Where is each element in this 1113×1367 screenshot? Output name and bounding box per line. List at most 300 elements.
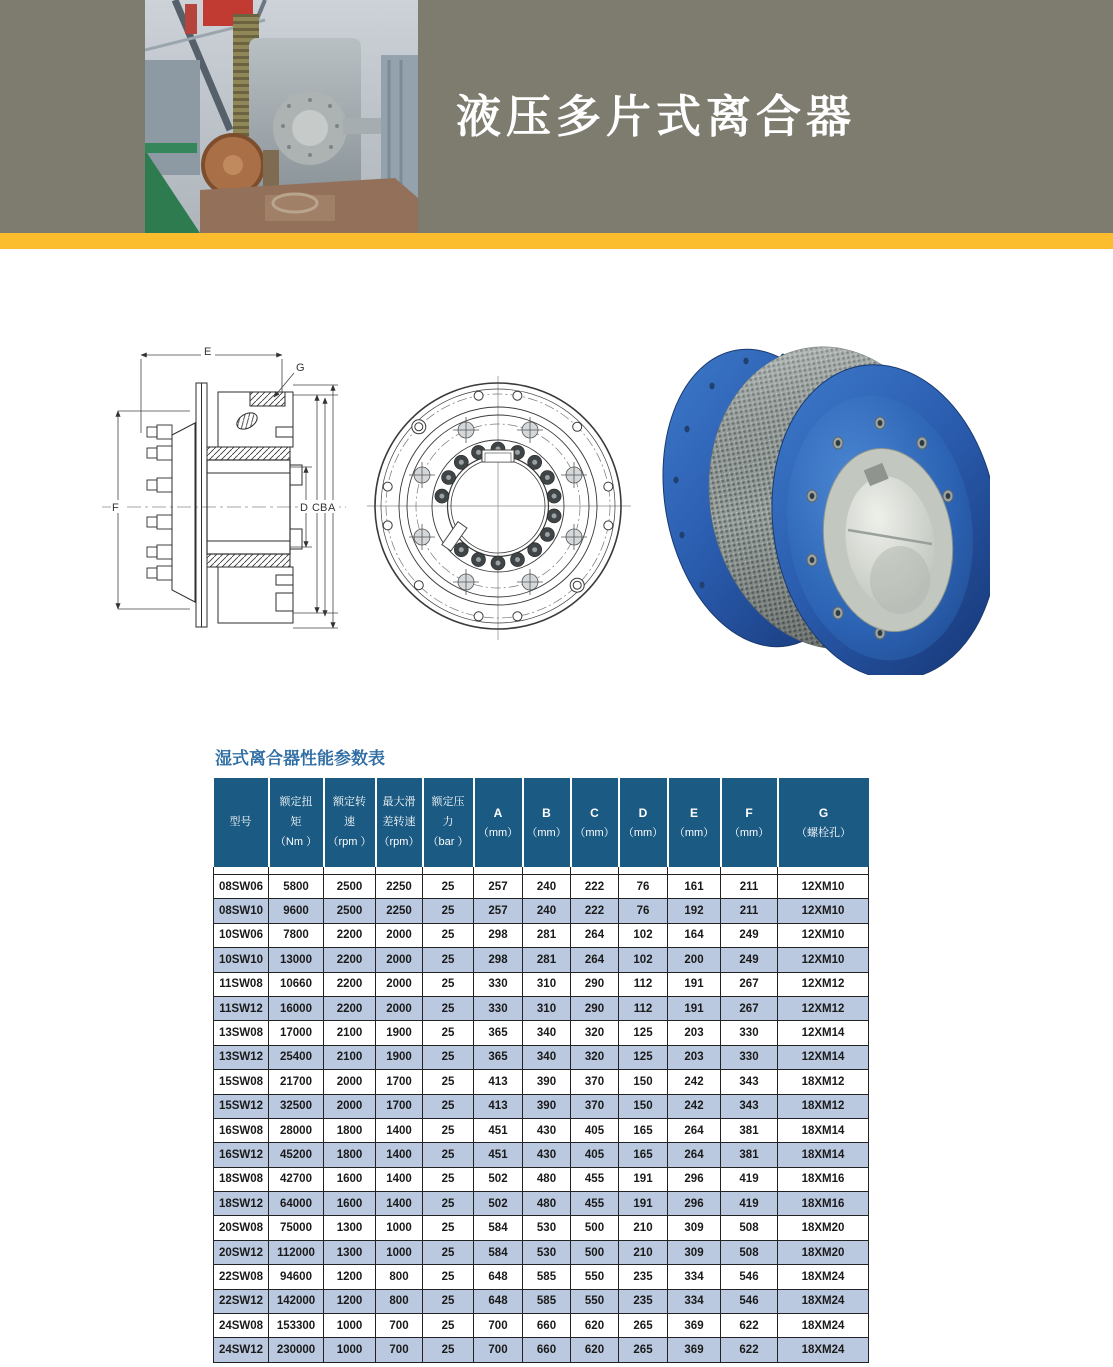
table-cell: 1400 (376, 1143, 423, 1167)
table-cell: 76 (619, 875, 668, 899)
table-cell: 622 (721, 1314, 778, 1338)
table-cell: 800 (376, 1289, 423, 1313)
table-cell: 18XM14 (778, 1118, 869, 1142)
table-row (214, 899, 869, 923)
table-cell: 76 (619, 899, 668, 923)
table-cell: 2200 (324, 996, 376, 1020)
table-cell: 125 (619, 1021, 668, 1045)
table-cell: 546 (721, 1265, 778, 1289)
table-cell: 1600 (324, 1167, 376, 1191)
header-line: （mm） (526, 826, 567, 839)
table-cell: 12XM14 (778, 1045, 869, 1069)
table-cell: 203 (668, 1021, 721, 1045)
table-cell: 242 (668, 1070, 721, 1094)
table-cell: 1700 (376, 1094, 423, 1118)
model-cell: 18SW12 (214, 1192, 269, 1216)
table-cell: 18XM16 (778, 1192, 869, 1216)
dim-label-f: F (112, 502, 119, 514)
table-cell: 330 (721, 1021, 778, 1045)
table-cell: 25 (423, 875, 474, 899)
table-cell: 419 (721, 1167, 778, 1191)
dim-label-d: D (300, 502, 308, 514)
table-cell: 112000 (269, 1240, 324, 1264)
table-cell: 267 (721, 972, 778, 996)
header-line: A (493, 805, 503, 820)
table-cell: 451 (474, 1143, 523, 1167)
model-cell: 15SW08 (214, 1070, 269, 1094)
table-cell: 200 (668, 948, 721, 972)
table-cell: 622 (721, 1338, 778, 1362)
spec-table-head (214, 778, 869, 867)
accent-stripe (0, 233, 1113, 249)
header-line: G (818, 805, 829, 820)
table-cell: 7800 (269, 923, 324, 947)
table-cell: 264 (571, 923, 619, 947)
table-cell: 240 (523, 875, 571, 899)
table-cell: 94600 (269, 1265, 324, 1289)
table-cell: 25 (423, 1070, 474, 1094)
header-line: 额定转 (333, 796, 366, 808)
table-cell: 320 (571, 1021, 619, 1045)
table-row (214, 1314, 869, 1338)
table-cell: 455 (571, 1167, 619, 1191)
table-row (214, 1143, 869, 1167)
table-row (214, 1338, 869, 1362)
header-cell (721, 778, 778, 867)
spec-table (213, 778, 869, 1363)
table-cell: 25 (423, 1265, 474, 1289)
header-line: C (590, 805, 599, 820)
table-cell: 25 (423, 996, 474, 1020)
table-cell: 25 (423, 1240, 474, 1264)
table-cell: 1700 (376, 1070, 423, 1094)
table-cell: 2000 (376, 972, 423, 996)
table-cell: 309 (668, 1240, 721, 1264)
header-cell (324, 778, 376, 867)
table-cell: 25400 (269, 1045, 324, 1069)
model-cell: 20SW08 (214, 1216, 269, 1240)
table-cell: 390 (523, 1070, 571, 1094)
table-cell: 25 (423, 1289, 474, 1313)
table-cell: 430 (523, 1118, 571, 1142)
dim-label-a: A (328, 502, 336, 514)
table-cell: 16000 (269, 996, 324, 1020)
table-cell: 142000 (269, 1289, 324, 1313)
table-cell: 330 (721, 1045, 778, 1069)
table-cell: 102 (619, 923, 668, 947)
model-cell: 24SW12 (214, 1338, 269, 1362)
table-cell: 369 (668, 1314, 721, 1338)
table-row (214, 875, 869, 899)
header-line: （螺栓孔） (796, 826, 851, 839)
table-cell: 480 (523, 1192, 571, 1216)
table-cell: 18XM24 (778, 1265, 869, 1289)
table-cell: 18XM16 (778, 1167, 869, 1191)
table-cell: 546 (721, 1289, 778, 1313)
table-cell: 5800 (269, 875, 324, 899)
table-cell: 25 (423, 1167, 474, 1191)
header-cell (523, 778, 571, 867)
header-cell (619, 778, 668, 867)
model-cell: 20SW12 (214, 1240, 269, 1264)
table-cell: 17000 (269, 1021, 324, 1045)
table-cell: 310 (523, 972, 571, 996)
header-line: 速 (344, 816, 355, 828)
table-cell: 150 (619, 1070, 668, 1094)
table-cell: 18XM24 (778, 1289, 869, 1313)
table-cell: 203 (668, 1045, 721, 1069)
table-cell: 1000 (324, 1338, 376, 1362)
table-cell: 340 (523, 1045, 571, 1069)
dim-label-g: G (296, 362, 305, 374)
table-cell: 585 (523, 1289, 571, 1313)
table-cell: 585 (523, 1265, 571, 1289)
table-cell: 12XM10 (778, 899, 869, 923)
table-cell: 1200 (324, 1289, 376, 1313)
section-view-drawing (100, 335, 350, 655)
table-cell: 502 (474, 1167, 523, 1191)
dim-label-b: B (320, 502, 328, 514)
table-cell: 235 (619, 1289, 668, 1313)
table-cell: 343 (721, 1094, 778, 1118)
header-cell (668, 778, 721, 867)
table-row (214, 1240, 869, 1264)
table-cell: 343 (721, 1070, 778, 1094)
table-cell: 2000 (376, 923, 423, 947)
table-cell: 12XM10 (778, 875, 869, 899)
table-cell: 620 (571, 1314, 619, 1338)
table-cell: 530 (523, 1216, 571, 1240)
table-cell: 310 (523, 996, 571, 1020)
table-cell: 500 (571, 1216, 619, 1240)
table-cell: 550 (571, 1289, 619, 1313)
table-cell: 222 (571, 899, 619, 923)
table-cell: 2000 (376, 948, 423, 972)
table-cell: 620 (571, 1338, 619, 1362)
table-cell: 191 (668, 996, 721, 1020)
table-cell: 10660 (269, 972, 324, 996)
header-line: （mm） (728, 826, 770, 839)
header-cell (214, 778, 269, 867)
table-cell: 502 (474, 1192, 523, 1216)
table-cell: 370 (571, 1070, 619, 1094)
table-cell: 230000 (269, 1338, 324, 1362)
table-cell: 25 (423, 1143, 474, 1167)
table-row (214, 1094, 869, 1118)
model-cell: 10SW06 (214, 923, 269, 947)
header-line: （Nm ） (274, 836, 318, 848)
table-cell: 1300 (324, 1240, 376, 1264)
table-cell: 2500 (324, 899, 376, 923)
table-cell: 500 (571, 1240, 619, 1264)
table-row (214, 1289, 869, 1313)
table-cell: 1200 (324, 1265, 376, 1289)
table-cell: 9600 (269, 899, 324, 923)
table-cell: 28000 (269, 1118, 324, 1142)
header-line: D (638, 805, 648, 820)
table-cell: 12XM12 (778, 996, 869, 1020)
table-cell: 298 (474, 923, 523, 947)
table-cell: 381 (721, 1143, 778, 1167)
table-cell: 281 (523, 948, 571, 972)
table-cell: 150 (619, 1094, 668, 1118)
header-line: （mm） (574, 826, 615, 839)
table-cell: 75000 (269, 1216, 324, 1240)
table-cell: 296 (668, 1167, 721, 1191)
table-cell: 334 (668, 1265, 721, 1289)
table-cell: 2200 (324, 948, 376, 972)
table-cell: 25 (423, 1338, 474, 1362)
header-line: 额定扭 (279, 796, 313, 808)
table-cell: 242 (668, 1094, 721, 1118)
table-cell: 1900 (376, 1045, 423, 1069)
table-cell: 191 (619, 1192, 668, 1216)
table-cell: 25 (423, 948, 474, 972)
dim-label-e: E (204, 346, 212, 358)
table-cell: 298 (474, 948, 523, 972)
header-cell (571, 778, 619, 867)
table-cell: 25 (423, 1021, 474, 1045)
table-cell: 405 (571, 1118, 619, 1142)
front-view-drawing (365, 370, 635, 645)
table-cell: 25 (423, 1216, 474, 1240)
table-row (214, 972, 869, 996)
table-cell: 257 (474, 899, 523, 923)
table-cell: 2200 (324, 923, 376, 947)
table-cell: 21700 (269, 1070, 324, 1094)
model-cell: 16SW08 (214, 1118, 269, 1142)
table-cell: 508 (721, 1240, 778, 1264)
table-cell: 1800 (324, 1143, 376, 1167)
table-cell: 700 (474, 1338, 523, 1362)
table-cell: 112 (619, 996, 668, 1020)
table-cell: 211 (721, 875, 778, 899)
table-cell: 648 (474, 1289, 523, 1313)
table-cell: 800 (376, 1265, 423, 1289)
table-cell: 18XM12 (778, 1094, 869, 1118)
header-line: （mm） (673, 826, 715, 839)
table-cell: 370 (571, 1094, 619, 1118)
table-cell: 264 (571, 948, 619, 972)
table-row (214, 1021, 869, 1045)
table-cell: 648 (474, 1265, 523, 1289)
header-line: E (689, 805, 698, 820)
table-cell: 700 (474, 1314, 523, 1338)
table-cell: 112 (619, 972, 668, 996)
table-cell: 192 (668, 899, 721, 923)
table-cell: 584 (474, 1240, 523, 1264)
table-cell: 2000 (324, 1094, 376, 1118)
header-line: 差转速 (382, 816, 416, 828)
table-row (214, 923, 869, 947)
model-cell: 24SW08 (214, 1314, 269, 1338)
header-line: （mm） (477, 826, 519, 839)
table-cell: 405 (571, 1143, 619, 1167)
table-row (214, 948, 869, 972)
table-cell: 12XM10 (778, 948, 869, 972)
table-cell: 508 (721, 1216, 778, 1240)
machinery-photo (145, 0, 418, 233)
table-cell: 25 (423, 972, 474, 996)
table-cell: 296 (668, 1192, 721, 1216)
header-line: 力 (442, 816, 454, 828)
table-cell: 1900 (376, 1021, 423, 1045)
table-cell: 419 (721, 1192, 778, 1216)
table-cell: 330 (474, 972, 523, 996)
dim-label-c: C (312, 502, 320, 514)
table-cell: 13000 (269, 948, 324, 972)
table-cell: 210 (619, 1240, 668, 1264)
table-cell: 249 (721, 948, 778, 972)
table-cell: 451 (474, 1118, 523, 1142)
table-cell: 64000 (269, 1192, 324, 1216)
table-cell: 2250 (376, 899, 423, 923)
table-cell: 12XM14 (778, 1021, 869, 1045)
table-cell: 42700 (269, 1167, 324, 1191)
header-line: F (745, 805, 753, 820)
table-cell: 191 (668, 972, 721, 996)
table-cell: 1000 (324, 1314, 376, 1338)
model-cell: 16SW12 (214, 1143, 269, 1167)
spec-table-body (214, 867, 869, 1362)
table-cell: 18XM24 (778, 1338, 869, 1362)
table-cell: 153300 (269, 1314, 324, 1338)
table-cell: 2100 (324, 1045, 376, 1069)
model-cell: 13SW08 (214, 1021, 269, 1045)
table-row (214, 1045, 869, 1069)
table-cell: 12XM10 (778, 923, 869, 947)
model-cell: 08SW06 (214, 875, 269, 899)
table-cell: 25 (423, 1094, 474, 1118)
model-cell: 13SW12 (214, 1045, 269, 1069)
table-row (214, 1167, 869, 1191)
table-cell: 309 (668, 1216, 721, 1240)
model-cell: 18SW08 (214, 1167, 269, 1191)
table-cell: 25 (423, 1045, 474, 1069)
table-cell: 18XM12 (778, 1070, 869, 1094)
table-cell: 1000 (376, 1240, 423, 1264)
table-cell: 235 (619, 1265, 668, 1289)
table-cell: 340 (523, 1021, 571, 1045)
table-cell: 2250 (376, 875, 423, 899)
table-row (214, 1192, 869, 1216)
header-line: （bar ） (427, 836, 469, 848)
table-cell: 334 (668, 1289, 721, 1313)
table-cell: 2100 (324, 1021, 376, 1045)
table-cell: 480 (523, 1167, 571, 1191)
header-line: 额定压 (431, 796, 465, 808)
header-line: 最大滑 (382, 796, 416, 808)
table-cell: 267 (721, 996, 778, 1020)
table-cell: 455 (571, 1192, 619, 1216)
table-cell: 18XM20 (778, 1240, 869, 1264)
model-cell: 15SW12 (214, 1094, 269, 1118)
table-cell: 125 (619, 1045, 668, 1069)
header-cell (376, 778, 423, 867)
table-cell: 165 (619, 1118, 668, 1142)
table-cell: 18XM14 (778, 1143, 869, 1167)
table-row (214, 1216, 869, 1240)
table-cell: 249 (721, 923, 778, 947)
table-cell: 2200 (324, 972, 376, 996)
table-cell: 2000 (324, 1070, 376, 1094)
model-cell: 08SW10 (214, 899, 269, 923)
table-cell: 1300 (324, 1216, 376, 1240)
header-cell (269, 778, 324, 867)
table-cell: 25 (423, 1314, 474, 1338)
model-cell: 11SW12 (214, 996, 269, 1020)
table-cell: 700 (376, 1314, 423, 1338)
page-title: 液压多片式离合器 (456, 91, 857, 142)
table-cell: 584 (474, 1216, 523, 1240)
table-cell: 381 (721, 1118, 778, 1142)
table-cell: 1400 (376, 1167, 423, 1191)
header-cell (778, 778, 869, 867)
table-cell: 161 (668, 875, 721, 899)
header-line: 矩 (290, 816, 302, 828)
table-cell: 25 (423, 1192, 474, 1216)
header-line: 型号 (229, 816, 252, 828)
table-row (214, 1118, 869, 1142)
header-line: B (542, 805, 551, 820)
table-cell: 102 (619, 948, 668, 972)
table-cell: 265 (619, 1314, 668, 1338)
table-cell: 530 (523, 1240, 571, 1264)
table-row (214, 1265, 869, 1289)
table-cell: 290 (571, 996, 619, 1020)
table-cell: 191 (619, 1167, 668, 1191)
table-cell: 290 (571, 972, 619, 996)
header-cell (423, 778, 474, 867)
table-cell: 1400 (376, 1118, 423, 1142)
table-cell: 2500 (324, 875, 376, 899)
header-cell (474, 778, 523, 867)
table-cell: 390 (523, 1094, 571, 1118)
table-cell: 210 (619, 1216, 668, 1240)
header-line: （rpm ） (327, 836, 372, 848)
model-cell: 22SW08 (214, 1265, 269, 1289)
table-row (214, 996, 869, 1020)
table-cell: 365 (474, 1045, 523, 1069)
table-cell: 25 (423, 899, 474, 923)
table-cell: 1400 (376, 1192, 423, 1216)
table-cell: 1600 (324, 1192, 376, 1216)
table-title: 湿式离合器性能参数表 (215, 749, 385, 768)
table-cell: 281 (523, 923, 571, 947)
header-gap-row (214, 867, 869, 875)
table-cell: 12XM12 (778, 972, 869, 996)
model-cell: 10SW10 (214, 948, 269, 972)
table-cell: 413 (474, 1070, 523, 1094)
table-cell: 365 (474, 1021, 523, 1045)
model-cell: 11SW08 (214, 972, 269, 996)
table-cell: 164 (668, 923, 721, 947)
table-cell: 660 (523, 1338, 571, 1362)
table-cell: 413 (474, 1094, 523, 1118)
table-cell: 264 (668, 1118, 721, 1142)
table-cell: 369 (668, 1338, 721, 1362)
table-cell: 25 (423, 1118, 474, 1142)
header-line: （mm） (622, 826, 664, 839)
table-cell: 18XM24 (778, 1314, 869, 1338)
table-cell: 1800 (324, 1118, 376, 1142)
header-line: （rpm） (378, 836, 420, 848)
table-cell: 45200 (269, 1143, 324, 1167)
table-cell: 320 (571, 1045, 619, 1069)
table-cell: 18XM20 (778, 1216, 869, 1240)
table-cell: 700 (376, 1338, 423, 1362)
table-cell: 1000 (376, 1216, 423, 1240)
